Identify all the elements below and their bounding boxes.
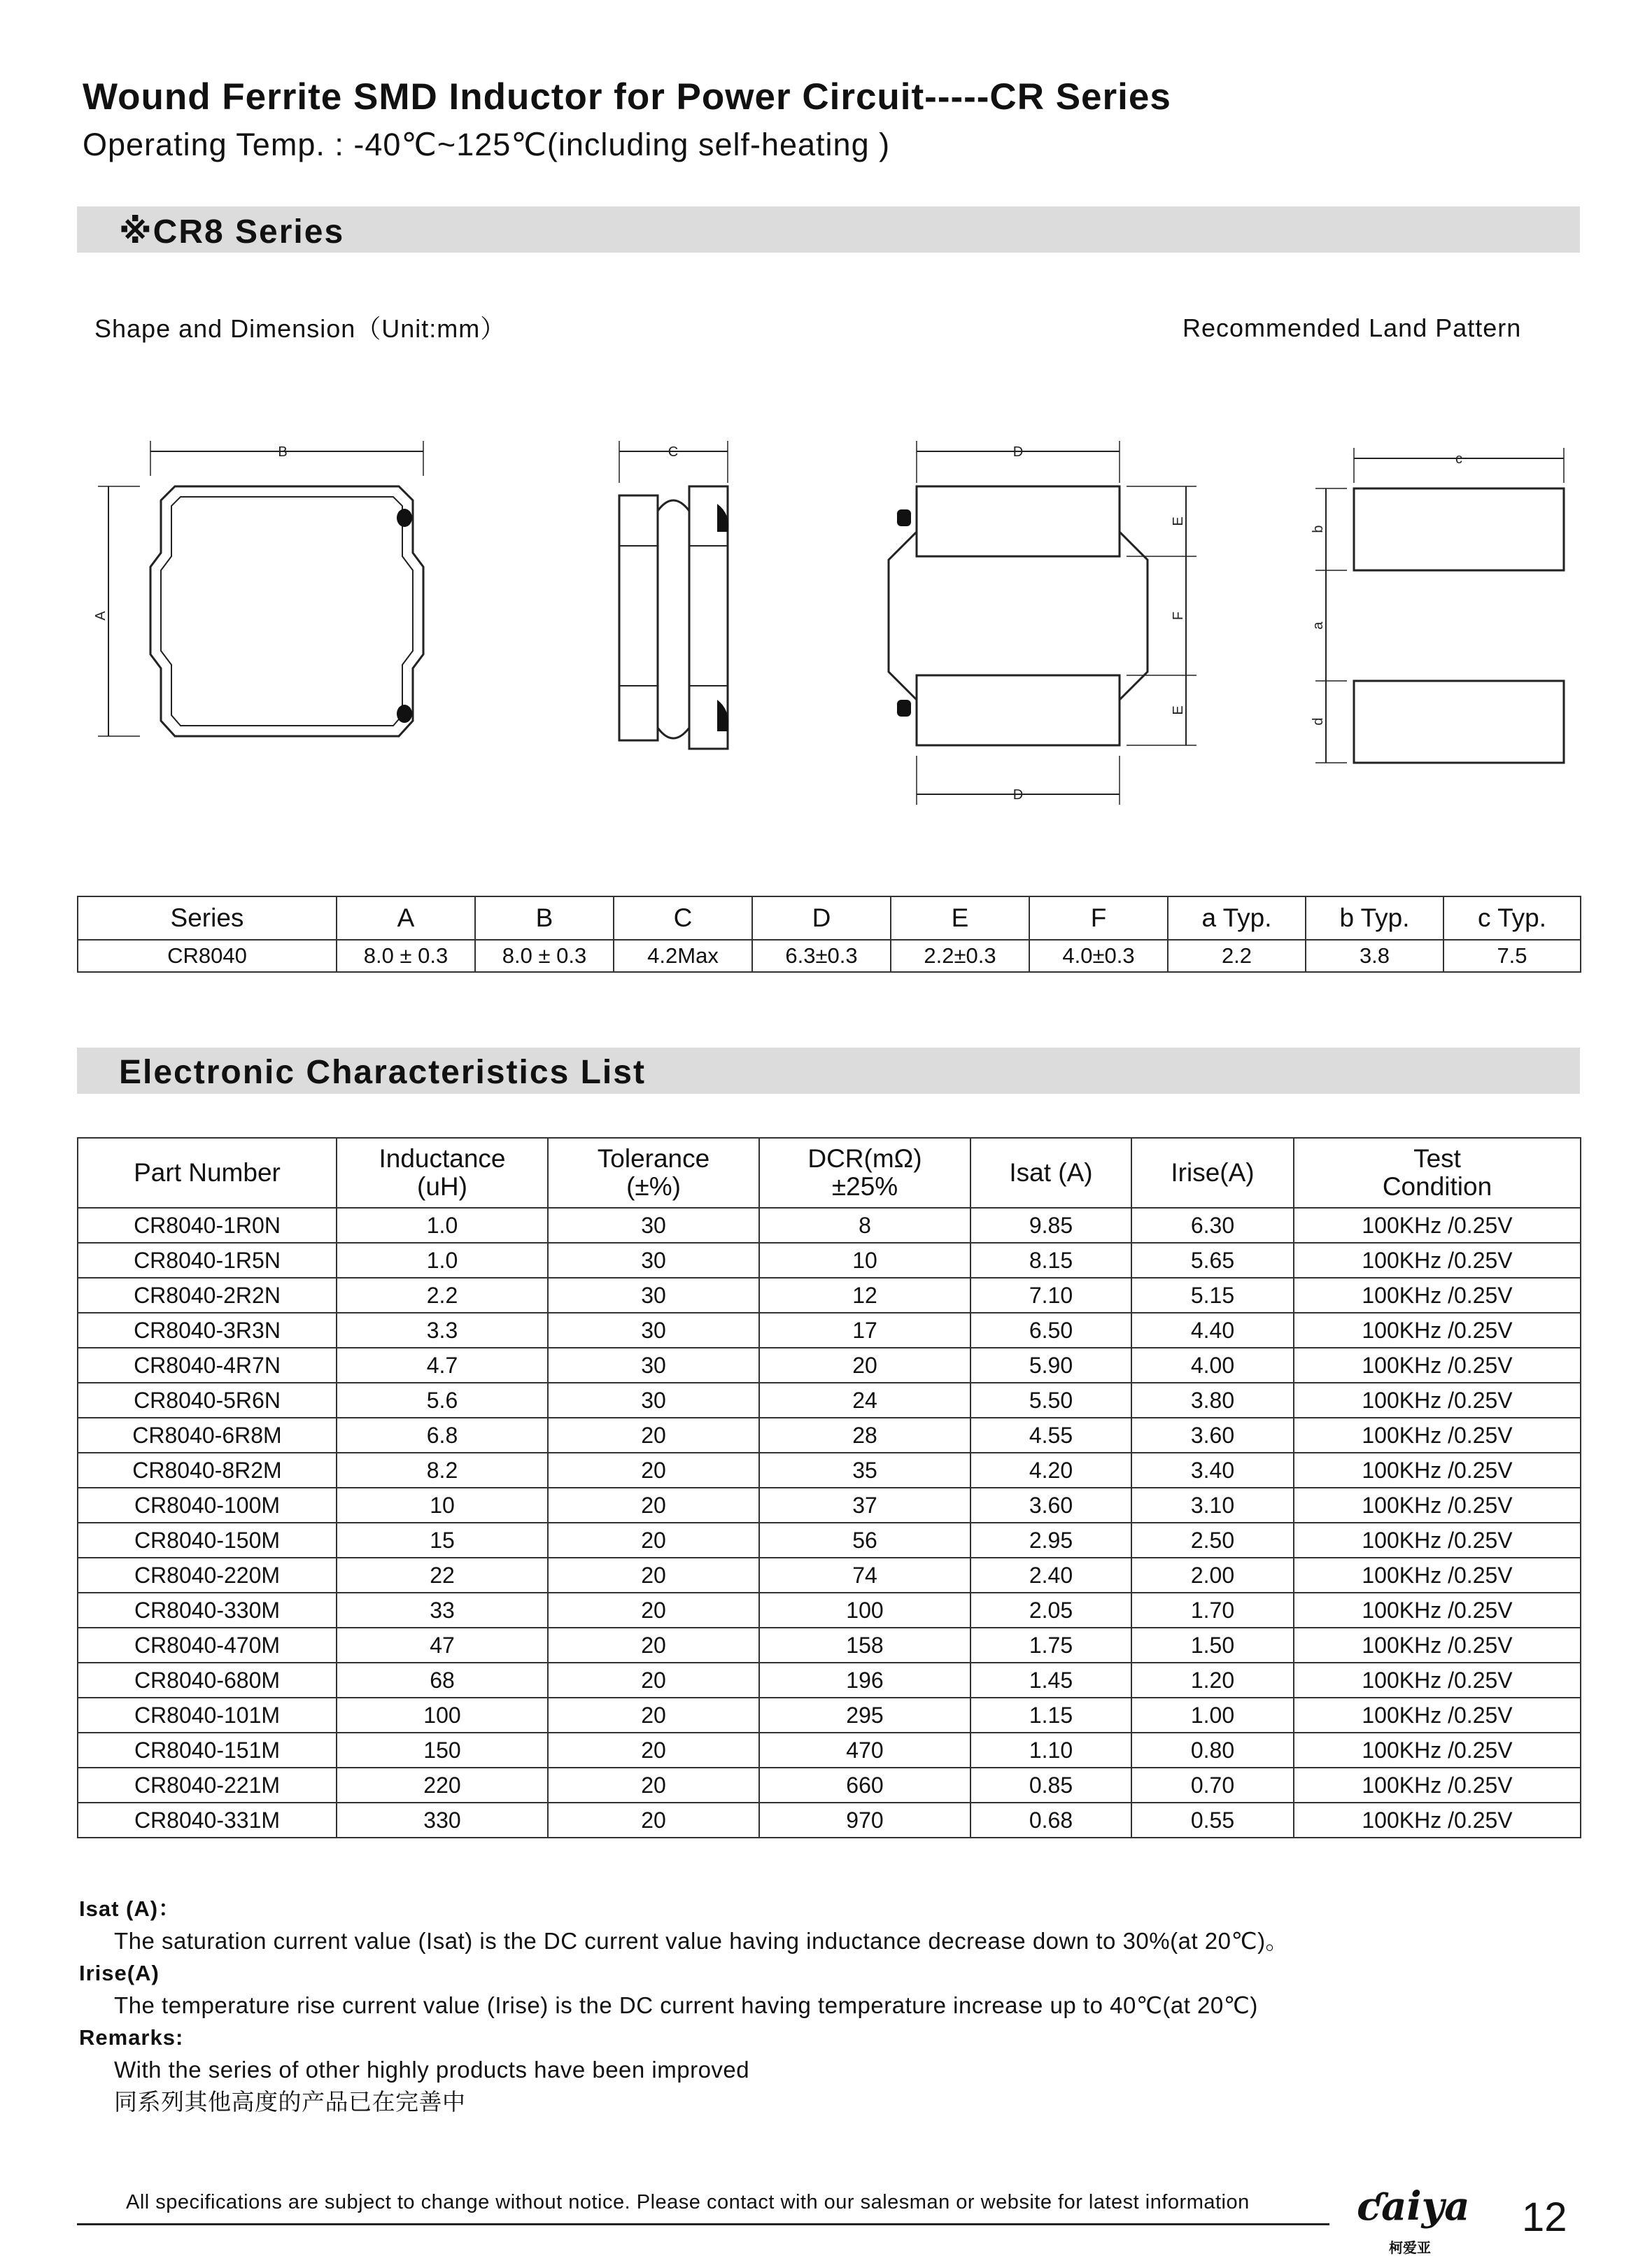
table-cell: 28 [759,1418,970,1453]
table-cell: 4.00 [1131,1348,1294,1383]
table-cell: 3.10 [1131,1488,1294,1523]
table-cell: 5.65 [1131,1243,1294,1278]
table-cell: 30 [548,1383,759,1418]
dimension-table [77,896,1581,973]
table-cell: CR8040-5R6N [78,1383,337,1418]
table-cell: 0.68 [970,1803,1131,1838]
table-cell: 20 [548,1663,759,1698]
table-cell: CR8040-151M [78,1733,337,1768]
shape-dimension-label: Shape and Dimension（Unit:mm） [94,314,507,343]
table-row [78,1628,1581,1663]
dim-cell: 8.0 ± 0.3 [337,940,475,972]
table-cell: 970 [759,1803,970,1838]
dim-cell: CR8040 [78,940,337,972]
remarks-text: With the series of other highly products have been improved [114,2057,750,2083]
table-cell: 3.80 [1131,1383,1294,1418]
table-cell: 100KHz /0.25V [1294,1523,1581,1558]
table-cell: 20 [759,1348,970,1383]
table-cell: 12 [759,1278,970,1313]
label-b: b [1311,525,1326,533]
electronic-characteristics-table [77,1137,1581,1838]
table-cell: 5.90 [970,1348,1131,1383]
caiya-logo: ƈaiya [1357,2183,1470,2230]
table-cell: 100KHz /0.25V [1294,1698,1581,1733]
table-row [78,1523,1581,1558]
footer-divider [77,2223,1329,2225]
table-cell: 20 [548,1488,759,1523]
table-cell: 20 [548,1768,759,1803]
dim-cell: 3.8 [1306,940,1443,972]
table-cell: 100KHz /0.25V [1294,1628,1581,1663]
table-cell: 3.60 [1131,1418,1294,1453]
elec-header-cell: Irise(A) [1131,1138,1294,1208]
table-cell: 100KHz /0.25V [1294,1243,1581,1278]
elec-header-row [78,1138,1581,1208]
table-cell: 4.55 [970,1418,1131,1453]
table-row [78,1558,1581,1593]
table-cell: CR8040-680M [78,1663,337,1698]
table-row [78,1593,1581,1628]
table-cell: 100KHz /0.25V [1294,1348,1581,1383]
remarks-heading: Remarks: [79,2025,184,2050]
table-cell: 10 [759,1243,970,1278]
dim-cell: 4.0±0.3 [1029,940,1168,972]
table-cell: 0.80 [1131,1733,1294,1768]
table-cell: 6.8 [337,1418,548,1453]
table-cell: 5.50 [970,1383,1131,1418]
table-cell: 35 [759,1453,970,1488]
table-cell: CR8040-331M [78,1803,337,1838]
table-row [78,1418,1581,1453]
table-cell: 3.3 [337,1313,548,1348]
isat-heading: Isat (A)： [79,1896,181,1921]
table-cell: CR8040-330M [78,1593,337,1628]
table-cell: 1.0 [337,1243,548,1278]
table-cell: CR8040-1R0N [78,1208,337,1243]
table-cell: 100 [759,1593,970,1628]
table-cell: CR8040-1R5N [78,1243,337,1278]
dim-cell: 7.5 [1443,940,1581,972]
table-cell: 30 [548,1313,759,1348]
table-cell: 100KHz /0.25V [1294,1663,1581,1698]
table-cell: 37 [759,1488,970,1523]
dim-header-cell: F [1029,896,1168,940]
elec-header-cell: Inductance (uH) [337,1138,548,1208]
table-cell: 2.40 [970,1558,1131,1593]
table-cell: 17 [759,1313,970,1348]
table-cell: 74 [759,1558,970,1593]
table-cell: 100KHz /0.25V [1294,1418,1581,1453]
irise-text: The temperature rise current value (Irise) is the DC current having temperature increase up to 40℃(at 20℃) [114,1992,1258,2018]
table-cell: 30 [548,1348,759,1383]
table-cell: 100KHz /0.25V [1294,1593,1581,1628]
dim-header-cell: b Typ. [1306,896,1443,940]
page-title: Wound Ferrite SMD Inductor for Power Circuit-----CR Series [83,76,1171,118]
table-cell: 1.0 [337,1208,548,1243]
table-row [78,1313,1581,1348]
table-cell: 100KHz /0.25V [1294,1803,1581,1838]
table-cell: 1.75 [970,1628,1131,1663]
table-cell: 20 [548,1453,759,1488]
table-cell: 100KHz /0.25V [1294,1768,1581,1803]
dim-cell: 2.2±0.3 [891,940,1029,972]
dim-header-cell: E [891,896,1029,940]
table-cell: 3.40 [1131,1453,1294,1488]
table-cell: 100 [337,1698,548,1733]
label-c: c [1455,451,1462,467]
table-cell: 150 [337,1733,548,1768]
label-E: E [1171,516,1186,526]
dim-header-cell: D [752,896,891,940]
dim-header-cell: Series [78,896,337,940]
table-cell: 1.45 [970,1663,1131,1698]
table-cell: 8.2 [337,1453,548,1488]
table-cell: 330 [337,1803,548,1838]
table-cell: 5.15 [1131,1278,1294,1313]
table-cell: CR8040-6R8M [78,1418,337,1453]
table-cell: 100KHz /0.25V [1294,1278,1581,1313]
table-cell: 295 [759,1698,970,1733]
table-row [78,1663,1581,1698]
table-cell: 8 [759,1208,970,1243]
table-cell: 8.15 [970,1243,1131,1278]
table-cell: 1.20 [1131,1663,1294,1698]
top-view-drawing [98,441,423,736]
section-title: Electronic Characteristics List [119,1054,646,1091]
table-cell: 158 [759,1628,970,1663]
dim-header-cell: a Typ. [1168,896,1306,940]
table-cell: 22 [337,1558,548,1593]
dim-cell: 4.2Max [614,940,752,972]
dim-cell: 8.0 ± 0.3 [475,940,614,972]
table-cell: 47 [337,1628,548,1663]
table-cell: 100KHz /0.25V [1294,1313,1581,1348]
table-cell: 100KHz /0.25V [1294,1383,1581,1418]
table-cell: 20 [548,1733,759,1768]
table-cell: 5.6 [337,1383,548,1418]
label-D: D [1012,444,1024,460]
table-cell: 100KHz /0.25V [1294,1558,1581,1593]
table-cell: 10 [337,1488,548,1523]
table-row [78,1383,1581,1418]
table-cell: 1.50 [1131,1628,1294,1663]
table-row [78,1348,1581,1383]
electronic-characteristics-band [77,1048,1580,1094]
land-pattern-label: Recommended Land Pattern [1182,314,1522,342]
table-cell: 68 [337,1663,548,1698]
table-cell: 0.55 [1131,1803,1294,1838]
table-cell: 220 [337,1768,548,1803]
table-row [78,1733,1581,1768]
remarks-chinese: 同系列其他高度的产品已在完善中 [114,2089,466,2115]
table-cell: 2.50 [1131,1523,1294,1558]
table-cell: 2.05 [970,1593,1131,1628]
table-cell: CR8040-470M [78,1628,337,1663]
page-number: 12 [1522,2195,1567,2240]
label-E-bottom: E [1171,705,1186,715]
elec-table-body [78,1208,1581,1838]
table-cell: 2.00 [1131,1558,1294,1593]
table-cell: 1.15 [970,1698,1131,1733]
irise-heading: Irise(A) [79,1961,160,1985]
table-cell: 33 [337,1593,548,1628]
table-cell: 660 [759,1768,970,1803]
table-cell: 1.00 [1131,1698,1294,1733]
table-cell: 196 [759,1663,970,1698]
elec-header-cell: Part Number [78,1138,337,1208]
table-cell: 0.70 [1131,1768,1294,1803]
operating-temp: Operating Temp. : -40℃~125℃(including self-heating ) [83,127,891,162]
dimension-header-row [78,896,1581,940]
elec-header-cell: Test Condition [1294,1138,1581,1208]
table-cell: CR8040-220M [78,1558,337,1593]
table-cell: 56 [759,1523,970,1558]
table-cell: 30 [548,1278,759,1313]
table-cell: CR8040-100M [78,1488,337,1523]
table-cell: 3.60 [970,1488,1131,1523]
table-cell: 30 [548,1208,759,1243]
table-cell: CR8040-101M [78,1698,337,1733]
table-cell: 2.2 [337,1278,548,1313]
table-cell: CR8040-8R2M [78,1453,337,1488]
table-cell: 0.85 [970,1768,1131,1803]
dim-header-cell: c Typ. [1443,896,1581,940]
table-cell: 470 [759,1733,970,1768]
table-row [78,1243,1581,1278]
table-cell: 4.20 [970,1453,1131,1488]
table-cell: 20 [548,1628,759,1663]
table-cell: 4.40 [1131,1313,1294,1348]
table-cell: CR8040-150M [78,1523,337,1558]
dimension-data-row [78,940,1581,972]
label-C: C [668,444,679,460]
table-row [78,1803,1581,1838]
table-row [78,1208,1581,1243]
table-cell: 24 [759,1383,970,1418]
dim-header-cell: B [475,896,614,940]
table-cell: 6.50 [970,1313,1131,1348]
table-cell: 1.70 [1131,1593,1294,1628]
caiya-logo-chinese: 柯爱亚 [1389,2241,1431,2256]
table-cell: 20 [548,1418,759,1453]
notes-section [79,1893,1548,2118]
table-row [78,1768,1581,1803]
table-cell: CR8040-2R2N [78,1278,337,1313]
table-cell: 20 [548,1698,759,1733]
table-cell: 20 [548,1558,759,1593]
table-cell: 15 [337,1523,548,1558]
table-cell: 20 [548,1803,759,1838]
label-B: B [278,444,288,460]
table-cell: 7.10 [970,1278,1131,1313]
land-pattern-drawing [1315,448,1564,763]
dim-header-cell: A [337,896,475,940]
table-cell: 100KHz /0.25V [1294,1453,1581,1488]
dim-cell: 6.3±0.3 [752,940,891,972]
section-title: ※CR8 Series [119,213,345,251]
table-row [78,1278,1581,1313]
table-cell: CR8040-221M [78,1768,337,1803]
table-cell: 1.10 [970,1733,1131,1768]
label-d: d [1311,717,1326,726]
table-cell: 20 [548,1593,759,1628]
isat-text: The saturation current value (Isat) is the DC current value having inductance decrease down to 30%(at 20℃)。 [114,1928,1290,1954]
table-cell: 4.7 [337,1348,548,1383]
table-row [78,1453,1581,1488]
table-cell: 9.85 [970,1208,1131,1243]
label-a: a [1311,621,1326,630]
table-row [78,1698,1581,1733]
table-cell: CR8040-4R7N [78,1348,337,1383]
label-D-bottom: D [1012,787,1024,803]
table-cell: CR8040-3R3N [78,1313,337,1348]
elec-header-cell: DCR(mΩ) ±25% [759,1138,970,1208]
table-row [78,1488,1581,1523]
dim-cell: 2.2 [1168,940,1306,972]
table-cell: 100KHz /0.25V [1294,1208,1581,1243]
elec-header-cell: Tolerance (±%) [548,1138,759,1208]
side-view-drawing [619,441,728,749]
dimension-drawings [0,0,1652,868]
table-cell: 30 [548,1243,759,1278]
table-cell: 100KHz /0.25V [1294,1733,1581,1768]
table-cell: 20 [548,1523,759,1558]
dim-header-cell: C [614,896,752,940]
elec-header-cell: Isat (A) [970,1138,1131,1208]
footer-disclaimer: All specifications are subject to change without notice. Please contact with our salesman or website for latest information [126,2191,1250,2213]
label-F: F [1171,611,1186,621]
label-A: A [93,611,108,621]
table-cell: 100KHz /0.25V [1294,1488,1581,1523]
table-cell: 6.30 [1131,1208,1294,1243]
bottom-view-drawing [889,441,1196,805]
table-cell: 2.95 [970,1523,1131,1558]
